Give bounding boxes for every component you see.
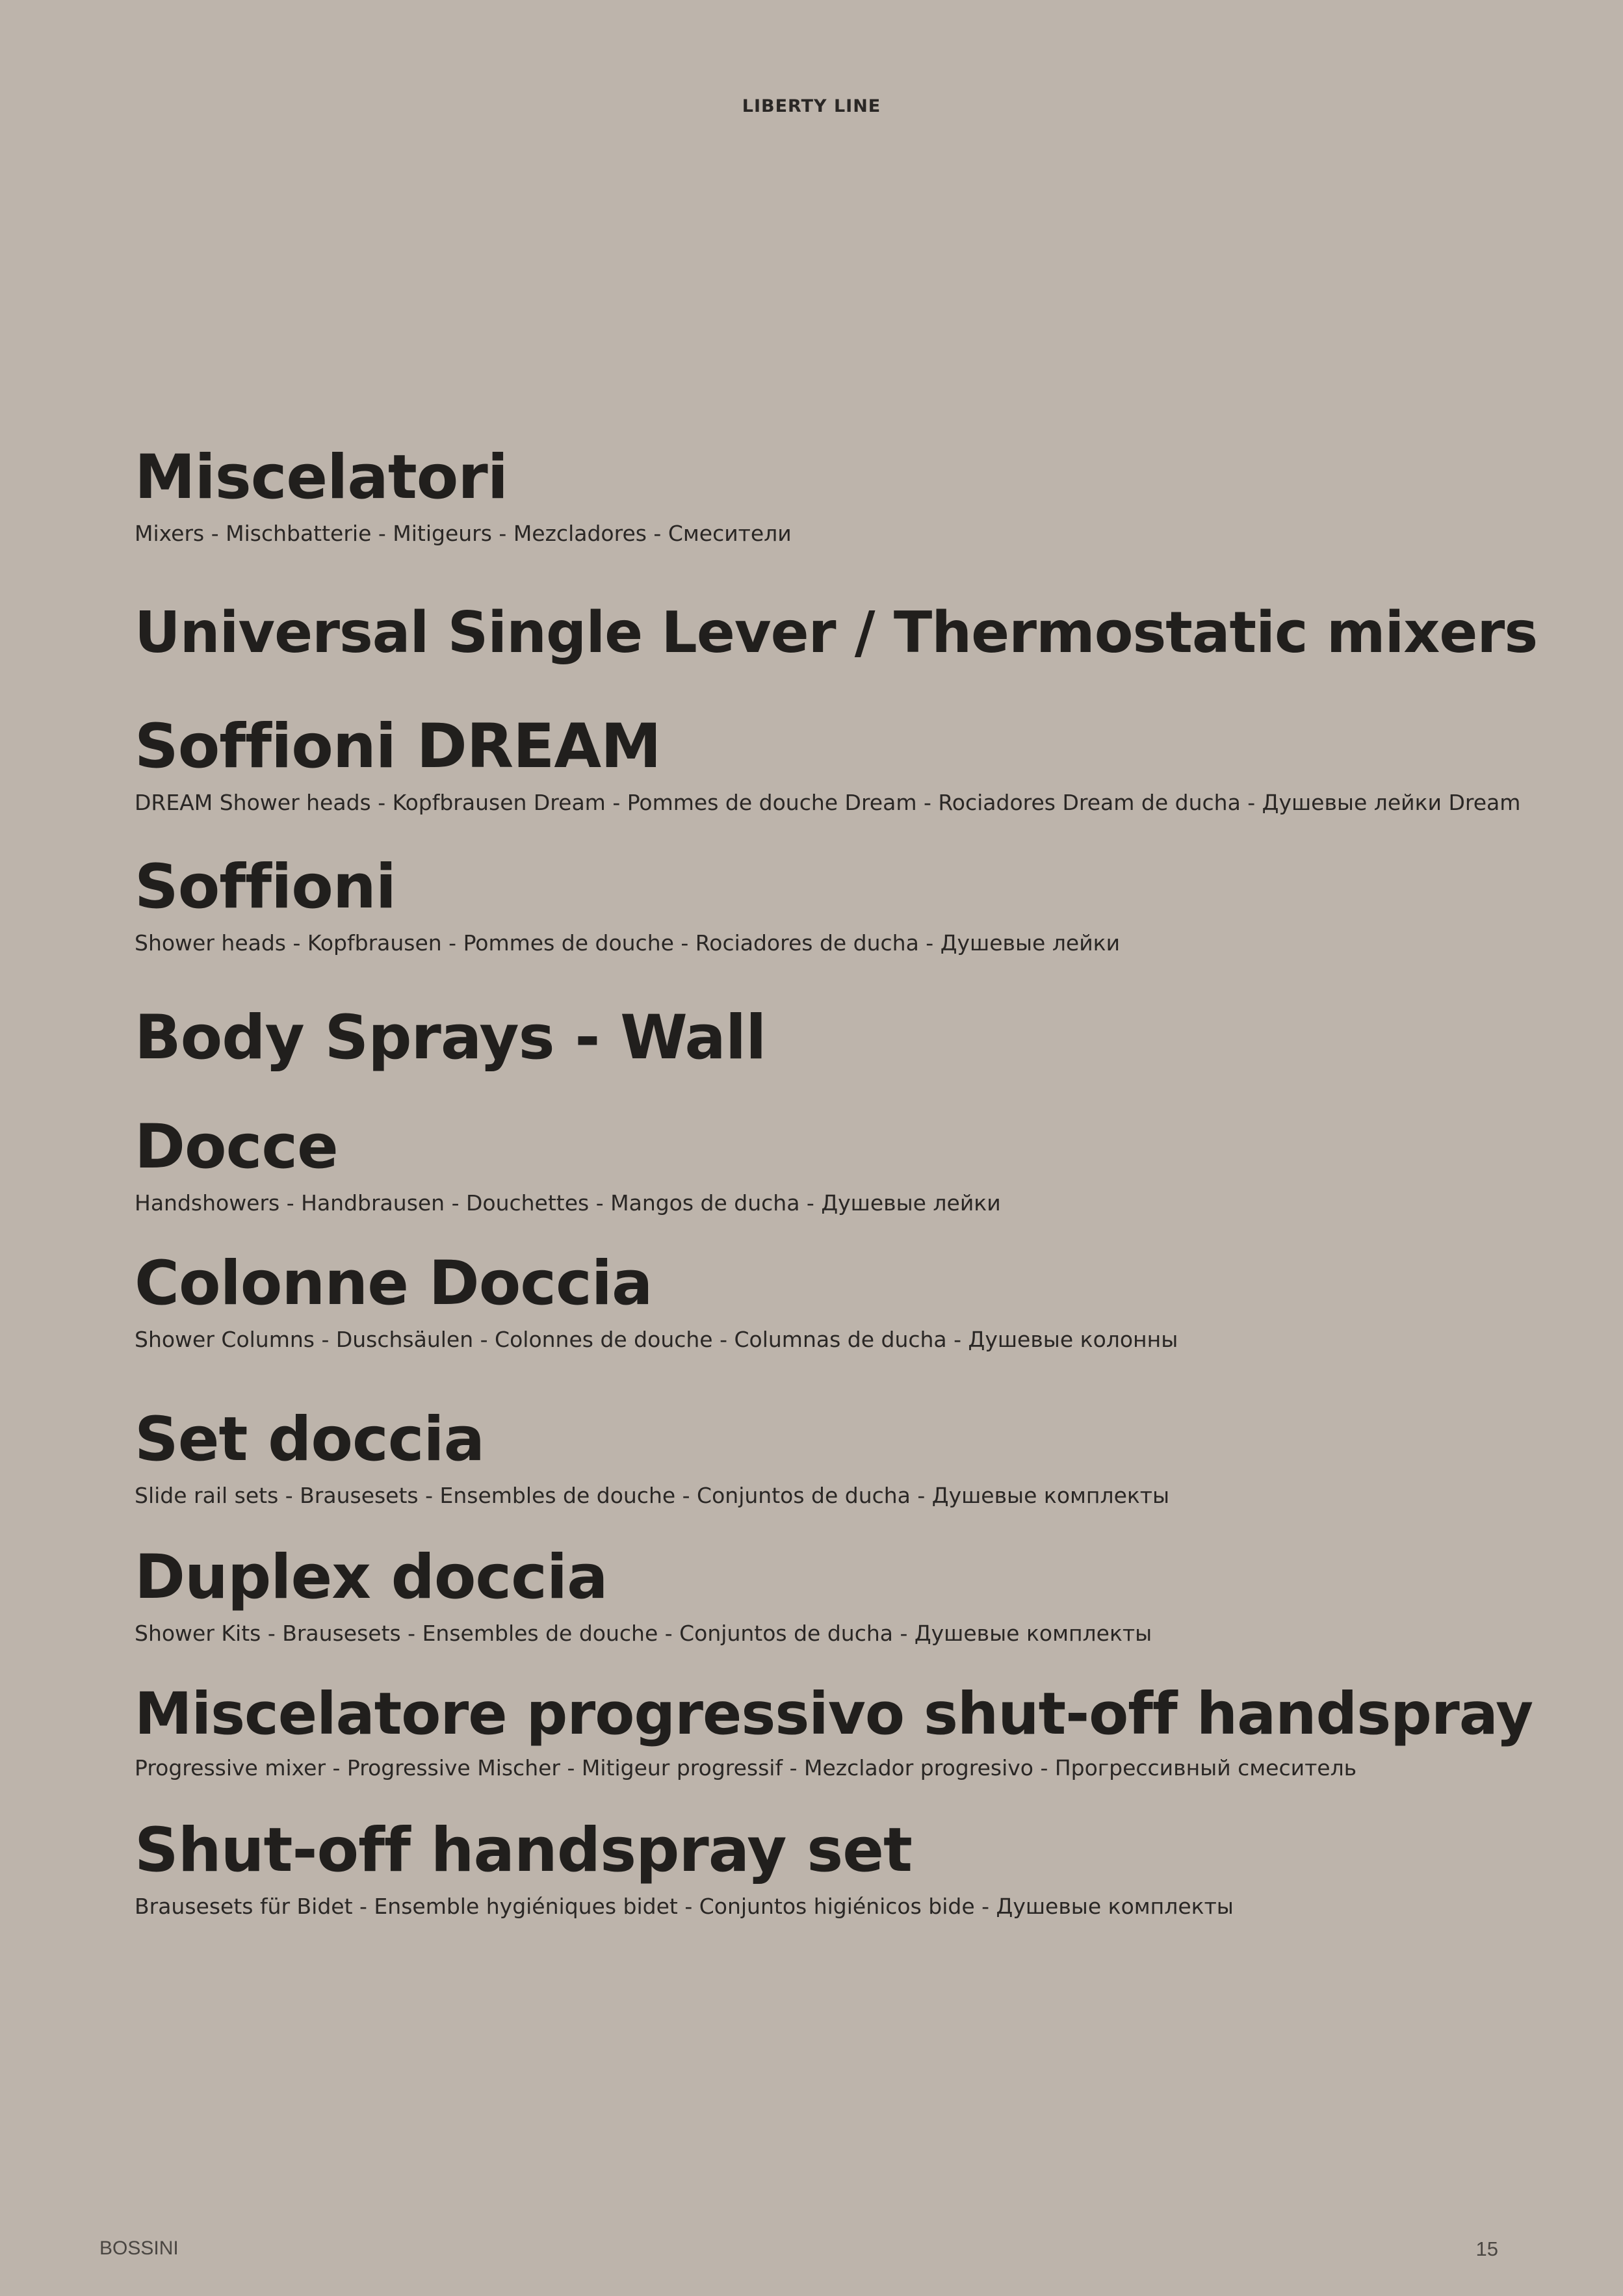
section-title: Miscelatore progressivo shut-off handspray bbox=[135, 1680, 1533, 1747]
section-title: Shut-off handspray set bbox=[135, 1815, 912, 1886]
section-duplex-doccia[interactable] bbox=[135, 1542, 1539, 1646]
section-set-doccia[interactable] bbox=[135, 1404, 1539, 1508]
section-subtitle: Mixers - Mischbatterie - Mitigeurs - Mezcladores - Смесители bbox=[135, 521, 792, 546]
section-soffioni[interactable] bbox=[135, 852, 1539, 956]
section-subtitle: Handshowers - Handbrausen - Douchettes - Mangos de ducha - Душевые лейки bbox=[135, 1190, 1001, 1216]
section-soffioni-dream[interactable] bbox=[135, 711, 1539, 815]
section-universal-mixers[interactable] bbox=[135, 599, 1539, 666]
page-header-title: LIBERTY LINE bbox=[742, 96, 881, 116]
page-number: 15 bbox=[1475, 2237, 1498, 2260]
section-title: Docce bbox=[135, 1112, 338, 1182]
section-subtitle: Slide rail sets - Brausesets - Ensembles de douche - Conjuntos de ducha - Душевые комплекты bbox=[135, 1483, 1170, 1508]
section-subtitle: Shower Kits - Brausesets - Ensembles de douche - Conjuntos de ducha - Душевые комплекты bbox=[135, 1621, 1152, 1646]
section-title: Soffioni bbox=[135, 852, 396, 922]
section-subtitle: DREAM Shower heads - Kopfbrausen Dream - Pommes de douche Dream - Rociadores Dream de ducha - Душевые лейки Dream bbox=[135, 790, 1521, 815]
section-title: Body Sprays - Wall bbox=[135, 1002, 766, 1073]
section-title: Miscelatori bbox=[135, 442, 508, 513]
section-miscelatore-progressivo[interactable] bbox=[135, 1680, 1539, 1781]
footer-brand: BOSSINI bbox=[99, 2237, 179, 2259]
section-title: Universal Single Lever / Thermostatic mixers bbox=[135, 599, 1538, 666]
section-colonne-doccia[interactable] bbox=[135, 1248, 1539, 1352]
section-shut-off-handspray-set[interactable] bbox=[135, 1815, 1539, 1919]
section-title: Soffioni DREAM bbox=[135, 711, 661, 782]
section-miscelatori[interactable] bbox=[135, 442, 1539, 546]
section-subtitle: Shower heads - Kopfbrausen - Pommes de douche - Rociadores de ducha - Душевые лейки bbox=[135, 930, 1121, 956]
section-subtitle: Progressive mixer - Progressive Mischer - Mitigeur progressif - Mezclador progresivo - Прогрессивный смеситель bbox=[135, 1755, 1357, 1781]
section-docce[interactable] bbox=[135, 1112, 1539, 1216]
section-title: Colonne Doccia bbox=[135, 1248, 653, 1319]
section-subtitle: Shower Columns - Duschsäulen - Colonnes de douche - Columnas de ducha - Душевые колонны bbox=[135, 1327, 1178, 1352]
section-body-sprays-wall[interactable] bbox=[135, 1002, 1539, 1073]
section-subtitle: Brausesets für Bidet - Ensemble hygiéniques bidet - Conjuntos higiénicos bide - Душевые комплекты bbox=[135, 1894, 1234, 1919]
section-title: Duplex doccia bbox=[135, 1542, 608, 1613]
section-title: Set doccia bbox=[135, 1404, 485, 1475]
